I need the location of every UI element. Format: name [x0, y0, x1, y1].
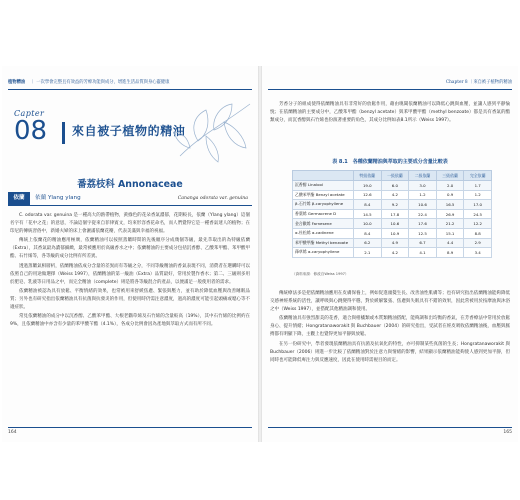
plant-tag: 依蘭 — [8, 192, 30, 205]
table-cell: 3.0 — [409, 181, 437, 191]
table-cell: 1.7 — [464, 181, 492, 191]
table-row — [293, 248, 492, 258]
table-row-label: 苯甲酸甲酯 Methyl benzoate — [293, 238, 354, 248]
table-cell: 10.6 — [409, 200, 437, 210]
table-cell: 4.2 — [381, 190, 409, 200]
table-cell: 12.2 — [464, 219, 492, 229]
table-cell: 12.5 — [409, 228, 437, 238]
right-running-head: Chapter 8 ｜來自被子植物的精油 — [445, 80, 512, 85]
table-cell: 10.9 — [381, 228, 409, 238]
table-cell: 3.4 — [464, 248, 492, 258]
table-cell: 22.4 — [409, 209, 437, 219]
table-row-label: 香葉烯 Germacrene D — [293, 209, 354, 219]
page-number: 165 — [503, 430, 512, 435]
table-container — [292, 170, 492, 258]
table-row — [293, 228, 492, 238]
plant-latin-name: Cananga odorata var. genuina — [177, 196, 248, 201]
plant-rule — [8, 205, 252, 206]
table-row-label: 金合歡烯 Farnesene — [293, 219, 354, 229]
table-cell: 16.5 — [436, 200, 464, 210]
paragraph: C. odorata var. genuina 是一種高大的熱帶植物，黃綠色的花朵香氣濃郁，花期較長，依蘭（Ylang ylang）這個名字有「花中之花」的意思，不論這個字從來自菲律賓文，均來形容香花命名，而人們覺得它是一種香氣迷人的植物；在印尼的傳統習俗中，新婚夫婦的床上會灑滿依蘭花瓣，代表美滿與幸福的祝福。 — [10, 213, 250, 235]
table-source-note: （資料來源：修改自Weiss 1997） — [292, 272, 349, 276]
table-cell: 8.9 — [436, 248, 464, 258]
leaf-illustration-icon — [170, 96, 256, 166]
right-body-text-top — [270, 101, 510, 126]
table-row — [293, 238, 492, 248]
table-cell: 19.0 — [354, 181, 382, 191]
table-header-cell — [293, 171, 354, 181]
table-header-cell: 三級依蘭 — [436, 171, 464, 181]
table-cell: 0.9 — [436, 190, 464, 200]
table-cell: 6.0 — [381, 181, 409, 191]
table-cell: 12.6 — [354, 190, 382, 200]
table-cell: 6.2 — [354, 238, 382, 248]
table-cell: 2.1 — [354, 248, 382, 258]
plant-name: 依蘭 Ylang ylang — [35, 195, 81, 201]
chapter-title: 來自被子植物的精油 — [72, 124, 186, 138]
table-row-label: 乙酸苯甲酯 Benzyl acetate — [293, 190, 354, 200]
table-cell: 4.1 — [409, 248, 437, 258]
table-body — [293, 181, 492, 258]
book-spread — [0, 66, 520, 442]
footer-rule — [8, 427, 252, 428]
table-cell: 17.6 — [409, 219, 437, 229]
table-cell: 4.2 — [381, 248, 409, 258]
paragraph: 芳香分子的組成使得依蘭精油具有非常好的放鬆作用，藉由嗅聞依蘭精油可以降低心跳與血壓，並讓人感到平靜愉悅；在依蘭精油的主要成分中，乙酸苯甲酯（benzyl acetate）與苯甲酸甲酯（methyl benzoate）都是具有香氣的酯類成分，而沉香醇與石竹烯也扮演著重要的角色，其成分比例如表8.1所示（Weiss 1997）。 — [270, 102, 510, 124]
table-cell: 1.2 — [409, 190, 437, 200]
table-row — [293, 219, 492, 229]
chapter-divider — [62, 122, 65, 144]
table-cell: 8.4 — [354, 228, 382, 238]
table-cell: 26.9 — [436, 209, 464, 219]
composition-table — [292, 170, 492, 258]
paragraph: 依蘭精油被認為具有放鬆、平衡情緒的效果，也常被用來舒緩焦慮、緊張與壓力，並有助於降低血壓與改善睡眠品質；另外也有研究指出依蘭精油具有抗菌與抗發炎的作用，但使用時仍需注意濃度，過高的濃度可能引起頭痛或噁心等不適症狀。 — [10, 288, 250, 311]
table-cell: 15.1 — [436, 228, 464, 238]
paragraph: 依蘭精油具有強烈甜美的花香，適合與柑橘類或木質類精油搭配，能夠調和出均衡的香氣，在芳香療法中常用於放鬆身心、提升情緒；Hongratanaworakit 與 Buchbauer（2004）的研究指出，受試者在經皮吸收依蘭精油後，血壓與脈搏都有明顯下降，主觀上也覺得更加平靜與放鬆。 — [270, 316, 510, 338]
table-header-row — [293, 171, 492, 181]
paragraph: 傳統療法多是把依蘭精油應用在皮膚保養上，例如促進頭髮生長、改善油性肌膚等；也有研究指出依蘭精油能夠降低交感神經系統的活性，讓呼吸與心跳變得平穩，對於緩解緊張、焦慮與失眠具有不錯的效果，因此常被用於按摩油與沐浴之中（Weiss 1997），並搭配其他精油調和使用。 — [270, 291, 510, 313]
table-cell: 8.8 — [464, 228, 492, 238]
table-row-label: 沉香醇 Linalool — [293, 181, 354, 191]
left-body-text — [10, 212, 250, 330]
footer-rule — [268, 427, 512, 428]
table-header-cell: 一級依蘭 — [381, 171, 409, 181]
table-cell: 24.5 — [464, 209, 492, 219]
paragraph: 傳統上依蘭花的精油應用極廣，依蘭精油可以按照蒸餾時間的先後順序分成幾個等級，最先萃取出的為特級依蘭（Extra），其香氣最為濃郁細緻，最常被應用於高級香水之中；依蘭精油的主要成分包括沉香醇、乙酸苯甲酯、苯甲酸甲酯、石竹烯等，各等級的成分比例有所差異。 — [10, 238, 250, 260]
header-rule — [268, 89, 512, 90]
table-cell: 10.0 — [354, 219, 382, 229]
paragraph: 透過蒸餾氣相層析，依蘭精油依成分含量的差異而有等級之分，不同等級精油的香氣表現不同，消費者在選購時可以依照自己的用途做選擇（Weiss 1997），依蘭精油的第一級油（Extra）品質最好，常用於製作香水；第二、三級則多用於肥皂、乳液等日用品之中，而完全精油（complete）則是將各等級混合的產品，以便滿足一般使用者的需求。 — [10, 263, 250, 285]
table-cell: 14.5 — [354, 209, 382, 219]
table-cell: 17.0 — [464, 200, 492, 210]
left-page — [2, 66, 258, 442]
table-row — [293, 200, 492, 210]
table-header-cell: 完全依蘭 — [464, 171, 492, 181]
chapter-number: 08 — [14, 116, 48, 146]
paragraph: 常見依蘭精油的成分中以沉香醇、乙酸苯甲酯、大根老鸛草烯及石竹烯的含量較高（19%），其中石竹烯的比例約在9%，且依蘭精油中亦含有少量的苯甲酸苄酯（4.1%），各成分比例會因為產地與萃取方式而有所不同。 — [10, 314, 250, 328]
table-cell: 21.2 — [436, 219, 464, 229]
table-row — [293, 209, 492, 219]
table-cell: 4.9 — [381, 238, 409, 248]
table-row — [293, 181, 492, 191]
table-caption: 表 8.1 各種依蘭精油與萃取的主要成分含量比較表 — [332, 159, 448, 165]
paragraph: 在另一份研究中，學者發現依蘭精油具有抗菌及抗氧化的特性，亦可抑制某些真菌的生長；Hongratanaworakit 與 Buchbauer（2006）則進一步比較了依蘭精油對於注意力與情緒的影響，結果顯示依蘭精油能夠使人感到更加平靜，但同時也可能降低專注力與反應速度，因此在使用時需視目的而定。 — [270, 341, 510, 363]
table-cell: 10.6 — [381, 219, 409, 229]
running-head-text: ｜ 一次學會完整且有效益的芳療功能與成分，增進生活品質與身心靈健康 — [30, 80, 170, 85]
table-row-label: β-石竹烯 β-caryophyllene — [293, 200, 354, 210]
table-cell: 2.0 — [436, 181, 464, 191]
plant-header — [8, 192, 252, 205]
chapter-label: Capter — [14, 109, 45, 118]
table-row — [293, 190, 492, 200]
table-cell: 1.2 — [464, 190, 492, 200]
page-number: 164 — [8, 430, 17, 435]
table-header-cell: 二級依蘭 — [409, 171, 437, 181]
table-row-label: 葎草烯 α-caryophyllene — [293, 248, 354, 258]
table-row-label: α-杜松烯 α-cadinene — [293, 228, 354, 238]
right-page — [262, 66, 518, 442]
right-body-text-bottom — [270, 290, 510, 366]
table-cell: 9.2 — [381, 200, 409, 210]
table-cell: 2.9 — [464, 238, 492, 248]
table-cell: 6.7 — [409, 238, 437, 248]
running-head-brand: 植物精油 — [8, 80, 26, 85]
table-cell: 17.8 — [381, 209, 409, 219]
table-cell: 8.4 — [354, 200, 382, 210]
table-header-cell: 特級依蘭 — [354, 171, 382, 181]
family-title: 番荔枝科 Annonaceae — [77, 179, 183, 190]
table-cell: 4.4 — [436, 238, 464, 248]
header-rule — [8, 89, 252, 90]
